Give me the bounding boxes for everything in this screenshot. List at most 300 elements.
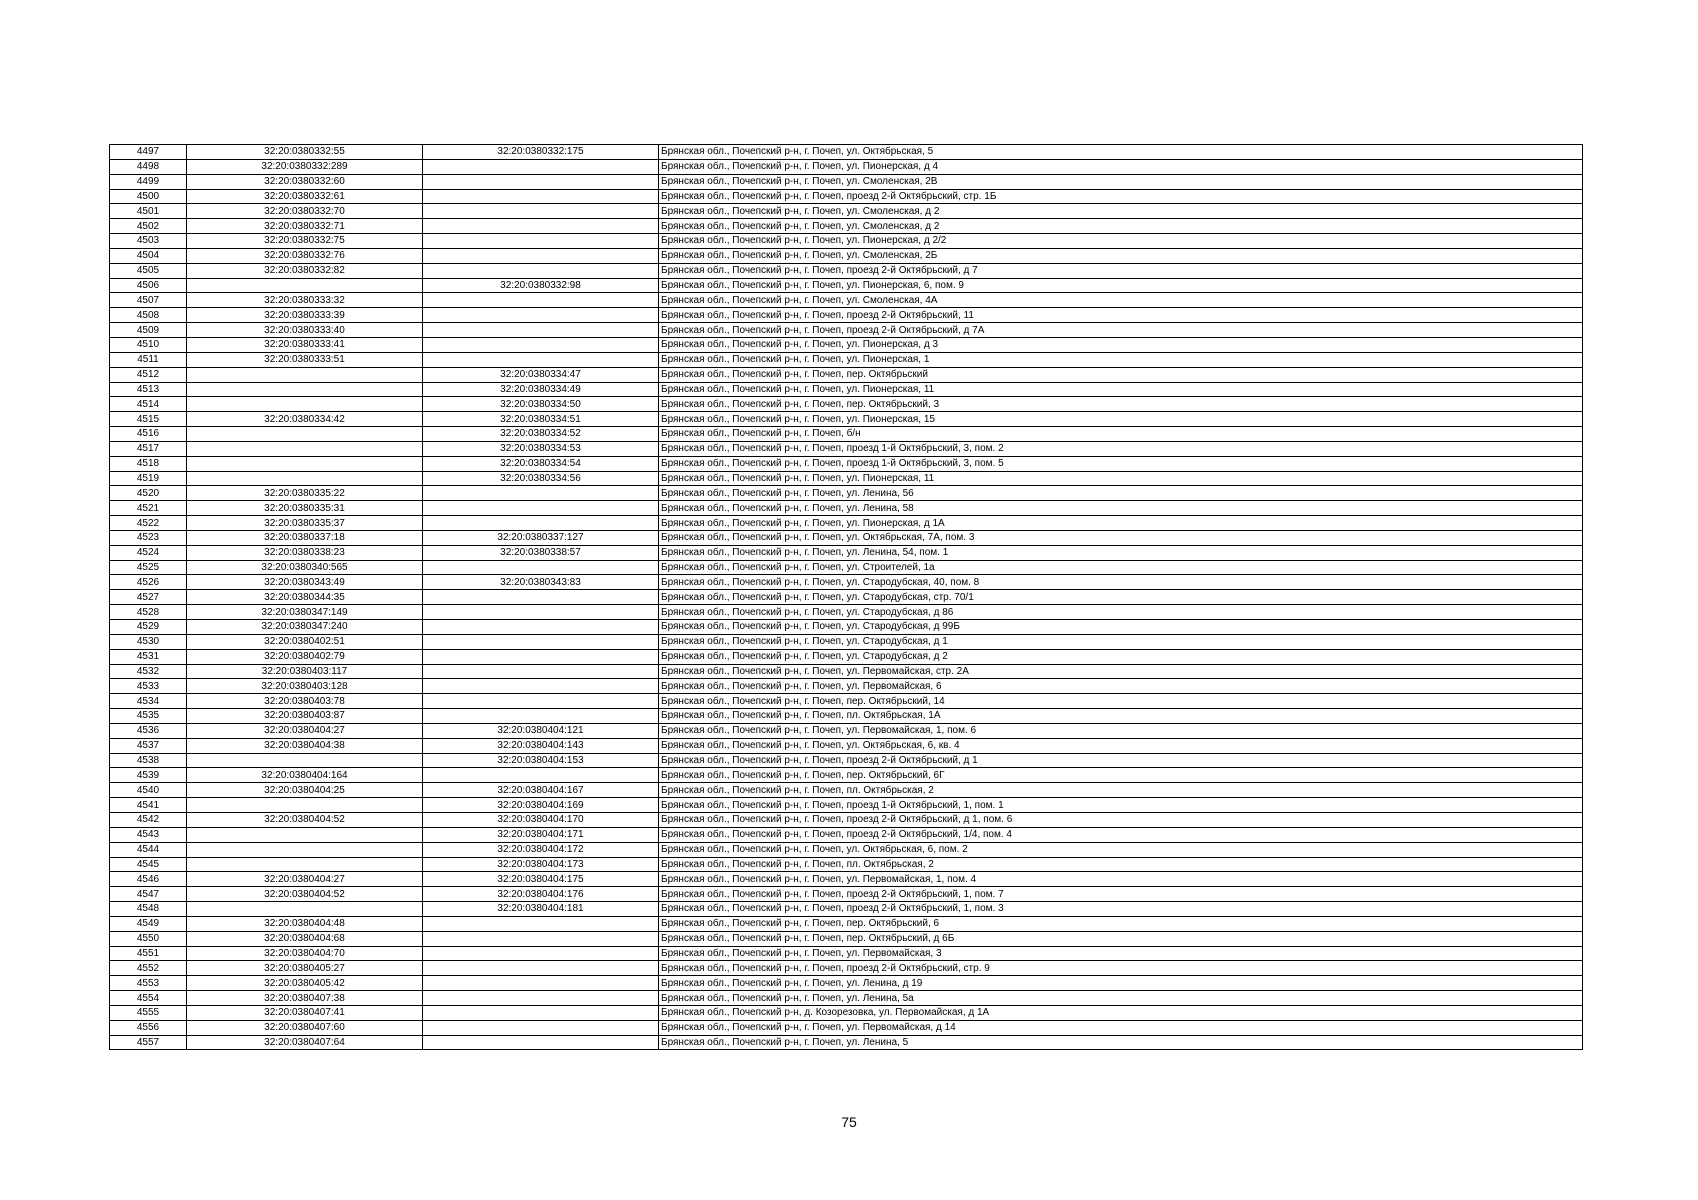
- row-number-cell: 4520: [110, 486, 187, 501]
- cadastral-number-cell: [187, 857, 423, 872]
- related-cadastral-number-cell: 32:20:0380343:83: [423, 575, 659, 590]
- table-row: [110, 278, 1583, 293]
- table-row: [110, 961, 1583, 976]
- table-row: [110, 827, 1583, 842]
- table-row: [110, 887, 1583, 902]
- address-cell: Брянская обл., Почепский р-н, г. Почеп, б/н: [659, 427, 1583, 442]
- cadastral-number-cell: [187, 397, 423, 412]
- cadastral-number-cell: 32:20:0380333:40: [187, 323, 423, 338]
- table-row: [110, 486, 1583, 501]
- table-row: [110, 234, 1583, 249]
- cadastral-number-cell: [187, 427, 423, 442]
- row-number-cell: 4553: [110, 976, 187, 991]
- table-row: [110, 337, 1583, 352]
- row-number-cell: 4529: [110, 620, 187, 635]
- table-row: [110, 991, 1583, 1006]
- related-cadastral-number-cell: [423, 204, 659, 219]
- cadastral-number-cell: 32:20:0380332:70: [187, 204, 423, 219]
- cadastral-number-cell: 32:20:0380404:27: [187, 872, 423, 887]
- row-number-cell: 4526: [110, 575, 187, 590]
- cadastral-number-cell: 32:20:0380407:41: [187, 1005, 423, 1020]
- address-cell: Брянская обл., Почепский р-н, г. Почеп, ул. Октябрьская, 7А, пом. 3: [659, 530, 1583, 545]
- page-number: 75: [841, 1114, 857, 1130]
- address-cell: Брянская обл., Почепский р-н, г. Почеп, ул. Стародубская, д 1: [659, 634, 1583, 649]
- table-row: [110, 560, 1583, 575]
- address-cell: Брянская обл., Почепский р-н, г. Почеп, ул. Первомайская, стр. 2А: [659, 664, 1583, 679]
- address-cell: Брянская обл., Почепский р-н, г. Почеп, проезд 1-й Октябрьский, 1, пом. 1: [659, 798, 1583, 813]
- row-number-cell: 4543: [110, 827, 187, 842]
- related-cadastral-number-cell: 32:20:0380404:169: [423, 798, 659, 813]
- table-row: [110, 842, 1583, 857]
- related-cadastral-number-cell: [423, 174, 659, 189]
- cadastral-number-cell: 32:20:0380404:38: [187, 738, 423, 753]
- address-cell: Брянская обл., Почепский р-н, г. Почеп, проезд 2-й Октябрьский, 1, пом. 7: [659, 887, 1583, 902]
- address-cell: Брянская обл., Почепский р-н, г. Почеп, ул. Смоленская, д 2: [659, 219, 1583, 234]
- cadastral-number-cell: [187, 827, 423, 842]
- related-cadastral-number-cell: [423, 248, 659, 263]
- related-cadastral-number-cell: 32:20:0380334:54: [423, 456, 659, 471]
- row-number-cell: 4510: [110, 337, 187, 352]
- cadastral-number-cell: 32:20:0380404:70: [187, 946, 423, 961]
- row-number-cell: 4502: [110, 219, 187, 234]
- address-cell: Брянская обл., Почепский р-н, г. Почеп, проезд 2-й Октябрьский, 1/4, пом. 4: [659, 827, 1583, 842]
- related-cadastral-number-cell: 32:20:0380404:143: [423, 738, 659, 753]
- address-cell: Брянская обл., Почепский р-н, г. Почеп, ул. Ленина, 5а: [659, 991, 1583, 1006]
- related-cadastral-number-cell: [423, 219, 659, 234]
- row-number-cell: 4557: [110, 1035, 187, 1050]
- table-row: [110, 545, 1583, 560]
- related-cadastral-number-cell: 32:20:0380404:181: [423, 902, 659, 917]
- cadastral-number-cell: 32:20:0380404:68: [187, 931, 423, 946]
- address-cell: Брянская обл., Почепский р-н, г. Почеп, ул. Ленина, 54, пом. 1: [659, 545, 1583, 560]
- table-row: [110, 976, 1583, 991]
- cadastral-number-cell: 32:20:0380332:75: [187, 234, 423, 249]
- cadastral-number-cell: 32:20:0380403:78: [187, 694, 423, 709]
- cadastral-number-cell: 32:20:0380338:23: [187, 545, 423, 560]
- cadastral-number-cell: 32:20:0380343:49: [187, 575, 423, 590]
- related-cadastral-number-cell: 32:20:0380334:52: [423, 427, 659, 442]
- related-cadastral-number-cell: 32:20:0380334:47: [423, 367, 659, 382]
- table-row: [110, 857, 1583, 872]
- related-cadastral-number-cell: [423, 768, 659, 783]
- related-cadastral-number-cell: 32:20:0380332:175: [423, 145, 659, 160]
- row-number-cell: 4554: [110, 991, 187, 1006]
- address-cell: Брянская обл., Почепский р-н, г. Почеп, ул. Первомайская, д 14: [659, 1020, 1583, 1035]
- cadastral-number-cell: 32:20:0380333:39: [187, 308, 423, 323]
- row-number-cell: 4515: [110, 412, 187, 427]
- address-cell: Брянская обл., Почепский р-н, г. Почеп, ул. Октябрьская, 6, пом. 2: [659, 842, 1583, 857]
- cadastral-number-cell: 32:20:0380332:55: [187, 145, 423, 160]
- address-cell: Брянская обл., Почепский р-н, г. Почеп, пер. Октябрьский, д 6Б: [659, 931, 1583, 946]
- table-row: [110, 916, 1583, 931]
- address-cell: Брянская обл., Почепский р-н, г. Почеп, ул. Ленина, д 19: [659, 976, 1583, 991]
- cadastral-number-cell: [187, 278, 423, 293]
- data-table: [109, 144, 1583, 1050]
- table-row: [110, 189, 1583, 204]
- row-number-cell: 4538: [110, 753, 187, 768]
- related-cadastral-number-cell: 32:20:0380404:171: [423, 827, 659, 842]
- address-cell: Брянская обл., Почепский р-н, г. Почеп, проезд 2-й Октябрьский, д 7А: [659, 323, 1583, 338]
- cadastral-number-cell: 32:20:0380407:38: [187, 991, 423, 1006]
- table-row: [110, 620, 1583, 635]
- address-cell: Брянская обл., Почепский р-н, г. Почеп, ул. Пионерская, 11: [659, 382, 1583, 397]
- cadastral-number-cell: 32:20:0380407:64: [187, 1035, 423, 1050]
- cadastral-number-cell: [187, 842, 423, 857]
- cadastral-number-cell: 32:20:0380332:289: [187, 159, 423, 174]
- row-number-cell: 4512: [110, 367, 187, 382]
- table-row: [110, 248, 1583, 263]
- related-cadastral-number-cell: [423, 664, 659, 679]
- row-number-cell: 4504: [110, 248, 187, 263]
- table-row: [110, 738, 1583, 753]
- address-cell: Брянская обл., Почепский р-н, г. Почеп, проезд 1-й Октябрьский, 3, пом. 2: [659, 441, 1583, 456]
- cadastral-number-cell: 32:20:0380333:41: [187, 337, 423, 352]
- table-row: [110, 530, 1583, 545]
- table-row: [110, 946, 1583, 961]
- table-row: [110, 723, 1583, 738]
- row-number-cell: 4524: [110, 545, 187, 560]
- address-cell: Брянская обл., Почепский р-н, г. Почеп, проезд 2-й Октябрьский, стр. 1Б: [659, 189, 1583, 204]
- row-number-cell: 4540: [110, 783, 187, 798]
- table-row: [110, 352, 1583, 367]
- table-row: [110, 575, 1583, 590]
- table-row: [110, 293, 1583, 308]
- cadastral-number-cell: 32:20:0380335:37: [187, 516, 423, 531]
- cadastral-number-cell: 32:20:0380402:79: [187, 649, 423, 664]
- row-number-cell: 4542: [110, 812, 187, 827]
- address-cell: Брянская обл., Почепский р-н, г. Почеп, ул. Пионерская, д 2/2: [659, 234, 1583, 249]
- related-cadastral-number-cell: [423, 916, 659, 931]
- address-cell: Брянская обл., Почепский р-н, г. Почеп, ул. Пионерская, д 4: [659, 159, 1583, 174]
- related-cadastral-number-cell: [423, 946, 659, 961]
- table-row: [110, 145, 1583, 160]
- related-cadastral-number-cell: [423, 189, 659, 204]
- related-cadastral-number-cell: [423, 694, 659, 709]
- cadastral-number-cell: [187, 798, 423, 813]
- address-cell: Брянская обл., Почепский р-н, г. Почеп, ул. Первомайская, 6: [659, 679, 1583, 694]
- row-number-cell: 4552: [110, 961, 187, 976]
- related-cadastral-number-cell: 32:20:0380337:127: [423, 530, 659, 545]
- related-cadastral-number-cell: [423, 620, 659, 635]
- related-cadastral-number-cell: 32:20:0380334:53: [423, 441, 659, 456]
- related-cadastral-number-cell: 32:20:0380404:172: [423, 842, 659, 857]
- related-cadastral-number-cell: 32:20:0380338:57: [423, 545, 659, 560]
- address-cell: Брянская обл., Почепский р-н, г. Почеп, ул. Стародубская, стр. 70/1: [659, 590, 1583, 605]
- row-number-cell: 4534: [110, 694, 187, 709]
- related-cadastral-number-cell: [423, 679, 659, 694]
- table-row: [110, 456, 1583, 471]
- table-row: [110, 590, 1583, 605]
- address-cell: Брянская обл., Почепский р-н, г. Почеп, ул. Ленина, 56: [659, 486, 1583, 501]
- cadastral-number-cell: 32:20:0380344:35: [187, 590, 423, 605]
- related-cadastral-number-cell: 32:20:0380334:50: [423, 397, 659, 412]
- related-cadastral-number-cell: [423, 605, 659, 620]
- related-cadastral-number-cell: 32:20:0380404:153: [423, 753, 659, 768]
- address-cell: Брянская обл., Почепский р-н, г. Почеп, проезд 2-й Октябрьский, д 7: [659, 263, 1583, 278]
- cadastral-number-cell: 32:20:0380403:87: [187, 709, 423, 724]
- related-cadastral-number-cell: [423, 1035, 659, 1050]
- table-row: [110, 812, 1583, 827]
- row-number-cell: 4499: [110, 174, 187, 189]
- row-number-cell: 4541: [110, 798, 187, 813]
- cadastral-number-cell: 32:20:0380404:48: [187, 916, 423, 931]
- cadastral-number-cell: 32:20:0380403:117: [187, 664, 423, 679]
- cadastral-number-cell: 32:20:0380332:76: [187, 248, 423, 263]
- cadastral-number-cell: 32:20:0380340:565: [187, 560, 423, 575]
- address-cell: Брянская обл., Почепский р-н, г. Почеп, пер. Октябрьский, 6: [659, 916, 1583, 931]
- address-cell: Брянская обл., Почепский р-н, г. Почеп, проезд 1-й Октябрьский, 3, пом. 5: [659, 456, 1583, 471]
- related-cadastral-number-cell: 32:20:0380404:173: [423, 857, 659, 872]
- address-cell: Брянская обл., Почепский р-н, г. Почеп, проезд 2-й Октябрьский, 11: [659, 308, 1583, 323]
- address-cell: Брянская обл., Почепский р-н, г. Почеп, ул. Стародубская, д 2: [659, 649, 1583, 664]
- row-number-cell: 4532: [110, 664, 187, 679]
- cadastral-number-cell: 32:20:0380332:60: [187, 174, 423, 189]
- cadastral-number-cell: 32:20:0380404:27: [187, 723, 423, 738]
- address-cell: Брянская обл., Почепский р-н, г. Почеп, пер. Октябрьский, 3: [659, 397, 1583, 412]
- row-number-cell: 4513: [110, 382, 187, 397]
- row-number-cell: 4547: [110, 887, 187, 902]
- cadastral-number-cell: 32:20:0380402:51: [187, 634, 423, 649]
- related-cadastral-number-cell: 32:20:0380404:175: [423, 872, 659, 887]
- table-row: [110, 1035, 1583, 1050]
- related-cadastral-number-cell: [423, 308, 659, 323]
- table-row: [110, 308, 1583, 323]
- table-row: [110, 159, 1583, 174]
- address-cell: Брянская обл., Почепский р-н, г. Почеп, ул. Пионерская, 1: [659, 352, 1583, 367]
- row-number-cell: 4498: [110, 159, 187, 174]
- cadastral-number-cell: [187, 441, 423, 456]
- address-cell: Брянская обл., Почепский р-н, г. Почеп, ул. Смоленская, д 2: [659, 204, 1583, 219]
- address-cell: Брянская обл., Почепский р-н, г. Почеп, ул. Строителей, 1а: [659, 560, 1583, 575]
- address-cell: Брянская обл., Почепский р-н, г. Почеп, ул. Октябрьская, 5: [659, 145, 1583, 160]
- related-cadastral-number-cell: [423, 352, 659, 367]
- table-row: [110, 367, 1583, 382]
- related-cadastral-number-cell: [423, 590, 659, 605]
- related-cadastral-number-cell: 32:20:0380404:170: [423, 812, 659, 827]
- cadastral-number-cell: 32:20:0380332:82: [187, 263, 423, 278]
- table-row: [110, 1020, 1583, 1035]
- row-number-cell: 4518: [110, 456, 187, 471]
- row-number-cell: 4516: [110, 427, 187, 442]
- cadastral-number-cell: 32:20:0380405:42: [187, 976, 423, 991]
- related-cadastral-number-cell: [423, 560, 659, 575]
- row-number-cell: 4546: [110, 872, 187, 887]
- address-cell: Брянская обл., Почепский р-н, г. Почеп, проезд 2-й Октябрьский, д 1: [659, 753, 1583, 768]
- table-row: [110, 441, 1583, 456]
- related-cadastral-number-cell: [423, 159, 659, 174]
- table-row: [110, 1005, 1583, 1020]
- table-row: [110, 501, 1583, 516]
- cadastral-number-cell: [187, 367, 423, 382]
- cadastral-number-cell: 32:20:0380404:52: [187, 887, 423, 902]
- address-cell: Брянская обл., Почепский р-н, г. Почеп, ул. Октябрьская, 6, кв. 4: [659, 738, 1583, 753]
- table-row: [110, 204, 1583, 219]
- row-number-cell: 4525: [110, 560, 187, 575]
- cadastral-number-cell: 32:20:0380405:27: [187, 961, 423, 976]
- row-number-cell: 4503: [110, 234, 187, 249]
- cadastral-number-cell: 32:20:0380335:31: [187, 501, 423, 516]
- row-number-cell: 4507: [110, 293, 187, 308]
- row-number-cell: 4535: [110, 709, 187, 724]
- related-cadastral-number-cell: [423, 961, 659, 976]
- table-row: [110, 783, 1583, 798]
- related-cadastral-number-cell: 32:20:0380334:49: [423, 382, 659, 397]
- address-cell: Брянская обл., Почепский р-н, г. Почеп, ул. Пионерская, д 1А: [659, 516, 1583, 531]
- row-number-cell: 4505: [110, 263, 187, 278]
- cadastral-number-cell: 32:20:0380332:61: [187, 189, 423, 204]
- address-cell: Брянская обл., Почепский р-н, г. Почеп, ул. Пионерская, 6, пом. 9: [659, 278, 1583, 293]
- row-number-cell: 4528: [110, 605, 187, 620]
- address-cell: Брянская обл., Почепский р-н, г. Почеп, проезд 2-й Октябрьский, стр. 9: [659, 961, 1583, 976]
- address-cell: Брянская обл., Почепский р-н, г. Почеп, ул. Смоленская, 4А: [659, 293, 1583, 308]
- row-number-cell: 4522: [110, 516, 187, 531]
- related-cadastral-number-cell: [423, 501, 659, 516]
- related-cadastral-number-cell: [423, 323, 659, 338]
- row-number-cell: 4511: [110, 352, 187, 367]
- table-row: [110, 174, 1583, 189]
- table-row: [110, 872, 1583, 887]
- related-cadastral-number-cell: 32:20:0380332:98: [423, 278, 659, 293]
- address-cell: Брянская обл., Почепский р-н, г. Почеп, пер. Октябрьский, 14: [659, 694, 1583, 709]
- related-cadastral-number-cell: [423, 634, 659, 649]
- related-cadastral-number-cell: [423, 1020, 659, 1035]
- related-cadastral-number-cell: 32:20:0380404:121: [423, 723, 659, 738]
- table-row: [110, 902, 1583, 917]
- row-number-cell: 4549: [110, 916, 187, 931]
- address-cell: Брянская обл., Почепский р-н, г. Почеп, ул. Ленина, 58: [659, 501, 1583, 516]
- related-cadastral-number-cell: 32:20:0380334:56: [423, 471, 659, 486]
- cadastral-number-cell: 32:20:0380335:22: [187, 486, 423, 501]
- row-number-cell: 4537: [110, 738, 187, 753]
- cadastral-number-cell: [187, 456, 423, 471]
- address-cell: Брянская обл., Почепский р-н, г. Почеп, проезд 2-й Октябрьский, 1, пом. 3: [659, 902, 1583, 917]
- row-number-cell: 4501: [110, 204, 187, 219]
- row-number-cell: 4497: [110, 145, 187, 160]
- table-row: [110, 382, 1583, 397]
- cadastral-number-cell: [187, 471, 423, 486]
- row-number-cell: 4508: [110, 308, 187, 323]
- related-cadastral-number-cell: [423, 293, 659, 308]
- related-cadastral-number-cell: [423, 931, 659, 946]
- row-number-cell: 4527: [110, 590, 187, 605]
- row-number-cell: 4545: [110, 857, 187, 872]
- related-cadastral-number-cell: [423, 486, 659, 501]
- cadastral-number-cell: 32:20:0380333:32: [187, 293, 423, 308]
- row-number-cell: 4531: [110, 649, 187, 664]
- table-row: [110, 427, 1583, 442]
- related-cadastral-number-cell: 32:20:0380404:167: [423, 783, 659, 798]
- cadastral-number-cell: 32:20:0380403:128: [187, 679, 423, 694]
- row-number-cell: 4500: [110, 189, 187, 204]
- related-cadastral-number-cell: [423, 649, 659, 664]
- row-number-cell: 4551: [110, 946, 187, 961]
- related-cadastral-number-cell: [423, 709, 659, 724]
- address-cell: Брянская обл., Почепский р-н, г. Почеп, ул. Пионерская, 15: [659, 412, 1583, 427]
- row-number-cell: 4517: [110, 441, 187, 456]
- cadastral-number-cell: 32:20:0380347:149: [187, 605, 423, 620]
- table-row: [110, 753, 1583, 768]
- address-cell: Брянская обл., Почепский р-н, г. Почеп, ул. Первомайская, 1, пом. 4: [659, 872, 1583, 887]
- cadastral-number-cell: [187, 382, 423, 397]
- row-number-cell: 4530: [110, 634, 187, 649]
- table-body: [110, 145, 1583, 1050]
- table-row: [110, 694, 1583, 709]
- table-row: [110, 605, 1583, 620]
- table-row: [110, 516, 1583, 531]
- table-row: [110, 931, 1583, 946]
- cadastral-number-cell: 32:20:0380404:25: [187, 783, 423, 798]
- address-cell: Брянская обл., Почепский р-н, г. Почеп, пл. Октябрьская, 2: [659, 857, 1583, 872]
- address-cell: Брянская обл., Почепский р-н, г. Почеп, ул. Стародубская, 40, пом. 8: [659, 575, 1583, 590]
- address-cell: Брянская обл., Почепский р-н, г. Почеп, ул. Пионерская, д 3: [659, 337, 1583, 352]
- row-number-cell: 4556: [110, 1020, 187, 1035]
- table-row: [110, 323, 1583, 338]
- cadastral-number-cell: 32:20:0380332:71: [187, 219, 423, 234]
- address-cell: Брянская обл., Почепский р-н, г. Почеп, пер. Октябрьский, 6Г: [659, 768, 1583, 783]
- table-row: [110, 412, 1583, 427]
- related-cadastral-number-cell: [423, 516, 659, 531]
- row-number-cell: 4548: [110, 902, 187, 917]
- address-cell: Брянская обл., Почепский р-н, г. Почеп, ул. Ленина, 5: [659, 1035, 1583, 1050]
- related-cadastral-number-cell: 32:20:0380334:51: [423, 412, 659, 427]
- table-row: [110, 679, 1583, 694]
- address-cell: Брянская обл., Почепский р-н, г. Почеп, ул. Пионерская, 11: [659, 471, 1583, 486]
- row-number-cell: 4539: [110, 768, 187, 783]
- address-cell: Брянская обл., Почепский р-н, г. Почеп, ул. Первомайская, 3: [659, 946, 1583, 961]
- row-number-cell: 4519: [110, 471, 187, 486]
- address-cell: Брянская обл., Почепский р-н, г. Почеп, ул. Смоленская, 2Б: [659, 248, 1583, 263]
- cadastral-number-cell: 32:20:0380333:51: [187, 352, 423, 367]
- row-number-cell: 4555: [110, 1005, 187, 1020]
- row-number-cell: 4509: [110, 323, 187, 338]
- table-row: [110, 649, 1583, 664]
- related-cadastral-number-cell: [423, 976, 659, 991]
- address-cell: Брянская обл., Почепский р-н, д. Козорезовка, ул. Первомайская, д 1А: [659, 1005, 1583, 1020]
- table-row: [110, 263, 1583, 278]
- cadastral-number-cell: 32:20:0380347:240: [187, 620, 423, 635]
- address-cell: Брянская обл., Почепский р-н, г. Почеп, ул. Стародубская, д 99Б: [659, 620, 1583, 635]
- row-number-cell: 4506: [110, 278, 187, 293]
- address-cell: Брянская обл., Почепский р-н, г. Почеп, ул. Первомайская, 1, пом. 6: [659, 723, 1583, 738]
- table-row: [110, 219, 1583, 234]
- address-cell: Брянская обл., Почепский р-н, г. Почеп, пл. Октябрьская, 1А: [659, 709, 1583, 724]
- cadastral-number-cell: 32:20:0380404:164: [187, 768, 423, 783]
- address-cell: Брянская обл., Почепский р-н, г. Почеп, ул. Стародубская, д 86: [659, 605, 1583, 620]
- address-cell: Брянская обл., Почепский р-н, г. Почеп, ул. Смоленская, 2В: [659, 174, 1583, 189]
- related-cadastral-number-cell: 32:20:0380404:176: [423, 887, 659, 902]
- cadastral-number-cell: 32:20:0380337:18: [187, 530, 423, 545]
- address-cell: Брянская обл., Почепский р-н, г. Почеп, пл. Октябрьская, 2: [659, 783, 1583, 798]
- table-row: [110, 471, 1583, 486]
- row-number-cell: 4523: [110, 530, 187, 545]
- row-number-cell: 4514: [110, 397, 187, 412]
- table-row: [110, 768, 1583, 783]
- row-number-cell: 4536: [110, 723, 187, 738]
- row-number-cell: 4533: [110, 679, 187, 694]
- related-cadastral-number-cell: [423, 337, 659, 352]
- table-row: [110, 634, 1583, 649]
- table-row: [110, 709, 1583, 724]
- related-cadastral-number-cell: [423, 234, 659, 249]
- table-row: [110, 798, 1583, 813]
- related-cadastral-number-cell: [423, 263, 659, 278]
- related-cadastral-number-cell: [423, 1005, 659, 1020]
- table-row: [110, 664, 1583, 679]
- row-number-cell: 4550: [110, 931, 187, 946]
- address-cell: Брянская обл., Почепский р-н, г. Почеп, проезд 2-й Октябрьский, д 1, пом. 6: [659, 812, 1583, 827]
- row-number-cell: 4544: [110, 842, 187, 857]
- cadastral-number-cell: [187, 753, 423, 768]
